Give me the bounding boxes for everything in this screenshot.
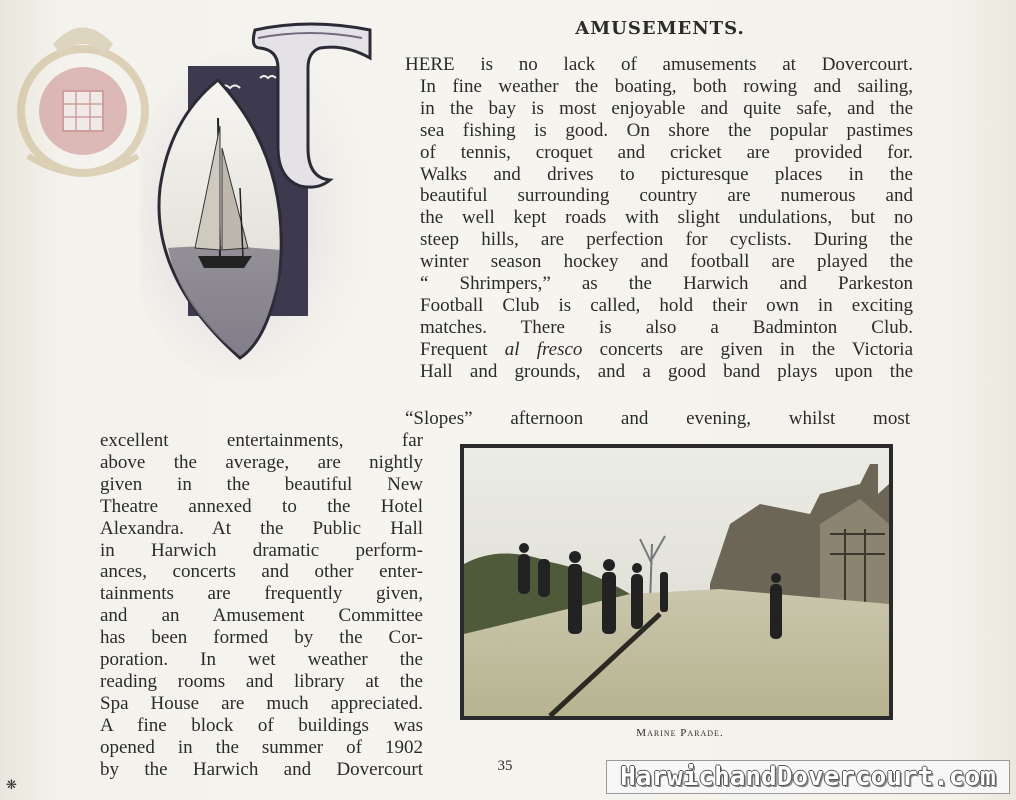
text-line: steep hills, are perfection for cyclists. During the [420,229,913,251]
text-line: above the average, are nightly [100,451,423,473]
marine-parade-photo [460,444,893,720]
paragraph-left [100,430,423,781]
text-line: HERE is no lack of amusements at Dovercourt. [405,54,913,75]
ornament-icon: ❋ [6,778,17,793]
text-line: Spa House are much appreciated. [100,692,423,714]
text-line: sea fishing is good. On shore the popular pastimes [420,119,913,141]
text-line: In fine weather the boating, both rowing and sailing, [420,75,913,97]
crest-icon [8,6,158,196]
text-line: reading rooms and library at the [100,670,423,692]
text-line: A fine block of buildings was [100,714,423,736]
watermark-text: HarwichandDovercourt.com [620,762,996,792]
text-line: Frequent al fresco concerts are given in the Victoria [420,338,914,360]
text-line: tainments are frequently given, [100,583,423,605]
photo-caption: Marine Parade. [636,727,724,739]
text-line: opened in the summer of 1902 [100,736,423,758]
watermark-banner [606,760,1010,794]
paragraph-wide-line [100,408,910,430]
text-line: and an Amusement Committee [100,605,423,627]
text-line: Walks and drives to picturesque places in the [420,163,913,185]
paragraph-right [405,54,913,383]
text-line: Alexandra. At the Public Hall [100,517,423,539]
text-line: poration. In wet weather the [100,649,423,671]
drop-cap-vignette [140,18,380,378]
text-line: by the Harwich and Dovercourt [100,758,423,780]
text-line: Theatre annexed to the Hotel [100,495,423,517]
text-line: Hall and grounds, and a good band plays upon the [420,360,913,382]
text-line: in Harwich dramatic perform- [100,539,423,561]
text-line: of tennis, croquet and cricket are provided for. [420,141,913,163]
text-line: “ Shrimpers,” as the Harwich and Parkeston [420,273,913,295]
text-line: winter season hockey and football are played the [420,251,913,273]
italic-phrase: al fresco [504,338,583,360]
text-line: given in the beautiful New [100,473,423,495]
text-line: “Slopes” afternoon and evening, whilst most [405,408,910,429]
text-line: ances, concerts and other enter- [100,561,423,583]
text-line: in the bay is most enjoyable and quite safe, and the [420,97,913,119]
text-line: matches. There is also a Badminton Club. [420,316,913,338]
page-title: AMUSEMENTS. [575,18,745,39]
text-line: Football Club is called, hold their own in exciting [420,294,913,316]
text-line: beautiful surrounding country are numerous and [420,185,913,207]
page-number: 35 [497,758,513,774]
text-line: has been formed by the Cor- [100,627,423,649]
text-line: excellent entertainments, far [100,430,423,451]
text-line: the well kept roads with slight undulations, but no [420,207,913,229]
